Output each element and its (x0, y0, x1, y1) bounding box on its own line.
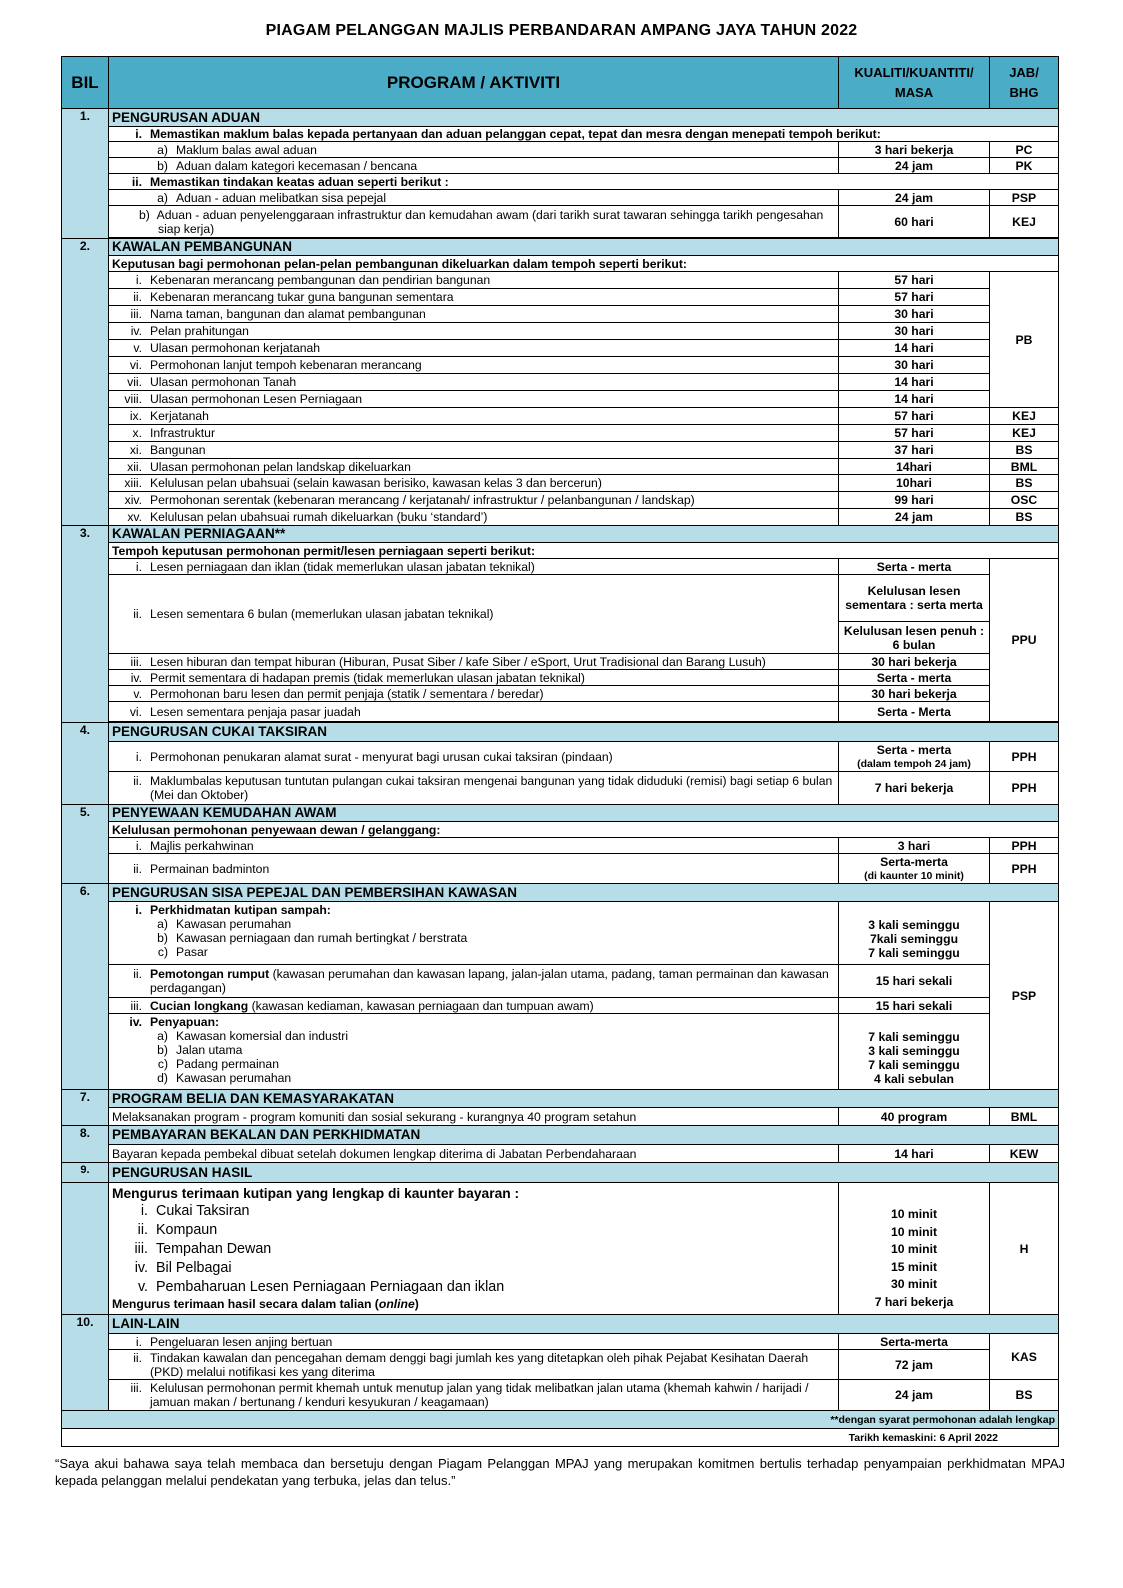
item-kualiti: 24 jam (839, 190, 990, 206)
item-kualiti: 14 hari (839, 1145, 990, 1163)
item-jab: PPU (990, 559, 1059, 722)
item-kualiti: 57 hari (839, 425, 990, 442)
table-row (62, 459, 1059, 475)
section-number: 9. (62, 1163, 109, 1183)
item-kualiti: Serta-merta (839, 1334, 990, 1350)
table-row (62, 742, 1059, 772)
item-text: iii. Nama taman, bangunan dan alamat pembangunan (109, 306, 839, 323)
item-text: i. Memastikan maklum balas kepada pertanyaan dan aduan pelanggan cepat, tepat dan mesra dengan menepati tempoh berikut: (109, 127, 1059, 142)
table-row (62, 543, 1059, 559)
item-kualiti: 15 hari sekali (839, 998, 990, 1014)
item-jab: PSP (990, 190, 1059, 206)
header-kualiti: KUALITI/KUANTITI/ MASA (839, 57, 990, 109)
section-row (62, 526, 1059, 543)
section-intro: Kelulusan permohonan penyewaan dewan / gelanggang: (109, 822, 1059, 838)
item-jab: H (990, 1183, 1059, 1315)
item-text: i. Majlis perkahwinan (109, 838, 839, 854)
table-row (62, 158, 1059, 174)
item-kualiti: 30 hari (839, 306, 990, 323)
table-row (62, 998, 1059, 1014)
item-text: xiv. Permohonan serentak (kebenaran merancang / kerjatanah/ infrastruktur / pelanbangunan / landskap) (109, 492, 839, 509)
item-jab: KEJ (990, 408, 1059, 425)
item-kualiti: Serta - merta (dalam tempoh 24 jam) (839, 742, 990, 772)
item-text: ii. Memastikan tindakan keatas aduan seperti berikut : (109, 174, 1059, 190)
table-row (62, 965, 1059, 998)
item-jab: KAS (990, 1334, 1059, 1380)
section-row (62, 1315, 1059, 1334)
section-number: 1. (62, 109, 109, 239)
section-intro: Keputusan bagi permohonan pelan-pelan pembangunan dikeluarkan dalam tempoh seperti berikut: (109, 256, 1059, 272)
item-jab: PPH (990, 838, 1059, 854)
section-row (62, 1163, 1059, 1183)
section-title: PENGURUSAN HASIL (109, 1163, 1059, 1183)
section-row (62, 109, 1059, 127)
section-number: 2. (62, 239, 109, 526)
table-row (62, 1145, 1059, 1163)
table-row (62, 686, 1059, 702)
item-text: Melaksanakan program - program komuniti dan sosial sekurang - kurangnya 40 program setahun (109, 1108, 839, 1126)
page-title: PIAGAM PELANGGAN MAJLIS PERBANDARAN AMPANG JAYA TAHUN 2022 (265, 22, 858, 39)
item-jab: PPH (990, 742, 1059, 772)
item-text: vii. Ulasan permohonan Tanah (109, 374, 839, 391)
table-row (62, 306, 1059, 323)
item-text: i. Pengeluaran lesen anjing bertuan (109, 1334, 839, 1350)
table-row (62, 575, 1059, 622)
item-kualiti: 10 minit 10 minit 10 minit 15 minit 30 minit 7 hari bekerja (839, 1183, 990, 1315)
item-text: ii. Permainan badminton (109, 854, 839, 884)
item-kualiti: Kelulusan lesen penuh : 6 bulan (839, 622, 990, 654)
item-text: iii. Lesen hiburan dan tempat hiburan (Hiburan, Pusat Siber / kafe Siber / eSport, Urut Tradisional dan Barang Lusuh) (109, 654, 839, 670)
table-row (62, 1380, 1059, 1411)
item-kualiti: 57 hari (839, 289, 990, 306)
table-row (62, 1334, 1059, 1350)
item-text: i. Permohonan penukaran alamat surat - menyurat bagi urusan cukai taksiran (pindaan) (109, 742, 839, 772)
item-kualiti: 30 hari (839, 357, 990, 374)
table-row (62, 272, 1059, 289)
item-jab: PPH (990, 772, 1059, 805)
table-row (62, 492, 1059, 509)
section-row (62, 805, 1059, 822)
item-jab: BS (990, 509, 1059, 526)
item-text: xv. Kelulusan pelan ubahsuai rumah dikeluarkan (buku ‘standard’) (109, 509, 839, 526)
table-row (62, 340, 1059, 357)
item-jab: BS (990, 442, 1059, 459)
updated-date: Tarikh kemaskini: 6 April 2022 (62, 1429, 1059, 1447)
table-row (62, 142, 1059, 158)
item-kualiti: 3 hari bekerja (839, 142, 990, 158)
item-text: b) Aduan - aduan penyelenggaraan infrastruktur dan kemudahan awam (dari tarikh surat tawaran sehingga tarikh pengesahan siap kerja) (109, 206, 839, 238)
item-text: a) Aduan - aduan melibatkan sisa pepejal (109, 190, 839, 206)
header-jab: JAB/ BHG (990, 57, 1059, 109)
declaration: “Saya akui bahawa saya telah membaca dan bersetuju dengan Piagam Pelanggan MPAJ yang merupakan komitmen bertulis terhadap penyampaian perkhidmatan MPAJ kepada pelanggan melalui pendekatan yang terbuka, jelas dan telus.” (55, 1456, 1065, 1488)
table-row (62, 475, 1059, 492)
section-title: PENGURUSAN CUKAI TAKSIRAN (109, 723, 1059, 742)
item-kualiti: 37 hari (839, 442, 990, 459)
item-text: iv. Permit sementara di hadapan premis (tidak memerlukan ulasan jabatan teknikal) (109, 670, 839, 686)
section-title: PENGURUSAN SISA PEPEJAL DAN PEMBERSIHAN KAWASAN (109, 884, 1059, 902)
item-jab: KEJ (990, 206, 1059, 238)
section-title: KAWALAN PERNIAGAAN** (109, 526, 1059, 543)
table-row (62, 442, 1059, 459)
table-row (62, 1183, 1059, 1315)
item-text: xi. Bangunan (109, 442, 839, 459)
table-row (62, 374, 1059, 391)
section-title: PENYEWAAN KEMUDAHAN AWAM (109, 805, 1059, 822)
updated-row (62, 1429, 1059, 1447)
section-number: 10. (62, 1315, 109, 1411)
header-bil: BIL (62, 57, 109, 109)
section-title: PENGURUSAN ADUAN (109, 109, 1059, 127)
table-row (62, 357, 1059, 374)
item-kualiti: 24 jam (839, 1380, 990, 1411)
section-number: 5. (62, 805, 109, 884)
item-kualiti: Serta - merta (839, 670, 990, 686)
item-kualiti: 30 hari bekerja (839, 654, 990, 670)
section-intro: Tempoh keputusan permohonan permit/lesen perniagaan seperti berikut: (109, 543, 1059, 559)
section-number: 7. (62, 1090, 109, 1126)
table-row (62, 425, 1059, 442)
table-row (62, 174, 1059, 190)
item-kualiti: Serta-merta (di kaunter 10 minit) (839, 854, 990, 884)
item-text: ix. Kerjatanah (109, 408, 839, 425)
table-row (62, 190, 1059, 206)
item-text: i. Perkhidmatan kutipan sampah: a) Kawasan perumahan b) Kawasan perniagaan dan rumah bertingkat / berstrata c) Pasar (109, 902, 839, 965)
item-text: b) Aduan dalam kategori kecemasan / bencana (109, 158, 839, 174)
item-text: iii. Cucian longkang (kawasan kediaman, kawasan perniagaan dan tumpuan awam) (109, 998, 839, 1014)
table-row (62, 559, 1059, 575)
section-number: 4. (62, 723, 109, 805)
item-kualiti: 72 jam (839, 1350, 990, 1380)
item-kualiti: 3 kali seminggu 7kali seminggu 7 kali seminggu (839, 902, 990, 965)
item-jab: BML (990, 459, 1059, 475)
table-row (62, 256, 1059, 272)
table-row (62, 1014, 1059, 1090)
item-jab: PB (990, 272, 1059, 408)
item-jab: PC (990, 142, 1059, 158)
item-text: ii. Lesen sementara 6 bulan (memerlukan ulasan jabatan teknikal) (109, 575, 839, 654)
charter-table (61, 56, 1059, 1447)
section-row (62, 1126, 1059, 1145)
item-jab: KEW (990, 1145, 1059, 1163)
item-kualiti: 7 kali seminggu 3 kali seminggu 7 kali seminggu 4 kali sebulan (839, 1014, 990, 1090)
table-row (62, 838, 1059, 854)
table-row (62, 289, 1059, 306)
section-number: 6. (62, 884, 109, 1090)
table-row (62, 702, 1059, 722)
item-kualiti: Serta - Merta (839, 702, 990, 722)
table-row (62, 822, 1059, 838)
footnote: **dengan syarat permohonan adalah lengkap (62, 1411, 1059, 1429)
section-row (62, 884, 1059, 902)
item-jab: OSC (990, 492, 1059, 509)
item-text: iv. Pelan prahitungan (109, 323, 839, 340)
item-text: v. Ulasan permohonan kerjatanah (109, 340, 839, 357)
item-jab: BS (990, 1380, 1059, 1411)
item-kualiti: 10hari (839, 475, 990, 492)
item-kualiti: 60 hari (839, 206, 990, 238)
table-row (62, 902, 1059, 965)
section-number: 3. (62, 526, 109, 723)
item-kualiti: 14 hari (839, 340, 990, 357)
item-text: xiii. Kelulusan pelan ubahsuai (selain kawasan berisiko, kawasan kelas 3 dan bercerun) (109, 475, 839, 492)
item-jab: PK (990, 158, 1059, 174)
table-row (62, 206, 1059, 238)
item-text: vi. Permohonan lanjut tempoh kebenaran merancang (109, 357, 839, 374)
item-kualiti: Serta - merta (839, 559, 990, 575)
item-kualiti: 14 hari (839, 391, 990, 408)
item-kualiti: 14hari (839, 459, 990, 475)
item-text: i. Kebenaran merancang pembangunan dan pendirian bangunan (109, 272, 839, 289)
item-text: ii. Tindakan kawalan dan pencegahan demam denggi bagi jumlah kes yang ditetapkan oleh pihak Pejabat Kesihatan Daerah (PKD) melalui notifikasi kes yang diterima (109, 1350, 839, 1380)
footnote-row (62, 1411, 1059, 1429)
item-kualiti: 57 hari (839, 408, 990, 425)
table-row (62, 772, 1059, 805)
item-kualiti: 14 hari (839, 374, 990, 391)
item-text: v. Permohonan baru lesen dan permit penjaja (statik / sementara / beredar) (109, 686, 839, 702)
section-title: LAIN-LAIN (109, 1315, 1059, 1334)
item-kualiti: 57 hari (839, 272, 990, 289)
table-header-row (62, 57, 1059, 109)
table-row (62, 323, 1059, 340)
section-title: PROGRAM BELIA DAN KEMASYARAKATAN (109, 1090, 1059, 1108)
item-kualiti: 7 hari bekerja (839, 772, 990, 805)
item-kualiti: Kelulusan lesen sementara : serta merta (839, 575, 990, 622)
item-jab: PPH (990, 854, 1059, 884)
item-jab: BML (990, 1108, 1059, 1126)
table-row (62, 854, 1059, 884)
item-text: iii. Kelulusan permohonan permit khemah untuk menutup jalan yang tidak melibatkan jalan utama (khemah kahwin / harijadi / jamuan makan / bertunang / kenduri kesyukuran / keagamaan) (109, 1380, 839, 1411)
table-row (62, 509, 1059, 526)
table-row (62, 1108, 1059, 1126)
item-text: vi. Lesen sementara penjaja pasar juadah (109, 702, 839, 722)
table-row (62, 1350, 1059, 1380)
item-text: a) Maklum balas awal aduan (109, 142, 839, 158)
item-text: iv. Penyapuan: a) Kawasan komersial dan industri b) Jalan utama c) Padang permainan d) Kawasan perumahan (109, 1014, 839, 1090)
table-row (62, 670, 1059, 686)
table-row (62, 391, 1059, 408)
section-number: 8. (62, 1126, 109, 1163)
section-title: KAWALAN PEMBANGUNAN (109, 239, 1059, 256)
item-kualiti: 99 hari (839, 492, 990, 509)
table-row (62, 408, 1059, 425)
item-kualiti: 3 hari (839, 838, 990, 854)
item-kualiti: 15 hari sekali (839, 965, 990, 998)
header-program: PROGRAM / AKTIVITI (109, 57, 839, 109)
item-text: i. Lesen perniagaan dan iklan (tidak memerlukan ulasan jabatan teknikal) (109, 559, 839, 575)
item-text: Bayaran kepada pembekal dibuat setelah dokumen lengkap diterima di Jabatan Perbendaharaan (109, 1145, 839, 1163)
item-kualiti: 30 hari (839, 323, 990, 340)
item-text: x. Infrastruktur (109, 425, 839, 442)
section-row (62, 1090, 1059, 1108)
item-jab: PSP (990, 902, 1059, 1090)
item-jab: BS (990, 475, 1059, 492)
item-kualiti: 30 hari bekerja (839, 686, 990, 702)
item-text: ii. Pemotongan rumput (kawasan perumahan dan kawasan lapang, jalan-jalan utama, padang, taman permainan dan kawasan perdagangan) (109, 965, 839, 998)
table-row (62, 654, 1059, 670)
section-row (62, 239, 1059, 256)
item-text: xii. Ulasan permohonan pelan landskap dikeluarkan (109, 459, 839, 475)
item-text: viii. Ulasan permohonan Lesen Perniagaan (109, 391, 839, 408)
item-text: Mengurus terimaan kutipan yang lengkap di kaunter bayaran : i. Cukai Taksiran ii. Kompaun iii. Tempahan Dewan iv. Bil Pelbagai v. Pembaharuan Lesen Perniagaan Perniagaan dan iklan Mengurus terimaan hasil secara dalam talian (online) (109, 1183, 839, 1315)
item-jab: KEJ (990, 425, 1059, 442)
table-row (62, 127, 1059, 142)
item-kualiti: 24 jam (839, 158, 990, 174)
section-title: PEMBAYARAN BEKALAN DAN PERKHIDMATAN (109, 1126, 1059, 1145)
item-kualiti: 40 program (839, 1108, 990, 1126)
item-kualiti: 24 jam (839, 509, 990, 526)
item-text: ii. Kebenaran merancang tukar guna bangunan sementara (109, 289, 839, 306)
section-row (62, 723, 1059, 742)
item-text: ii. Maklumbalas keputusan tuntutan pulangan cukai taksiran mengenai bangunan yang tidak diduduki (remisi) bagi setiap 6 bulan (Mei dan Oktober) (109, 772, 839, 805)
